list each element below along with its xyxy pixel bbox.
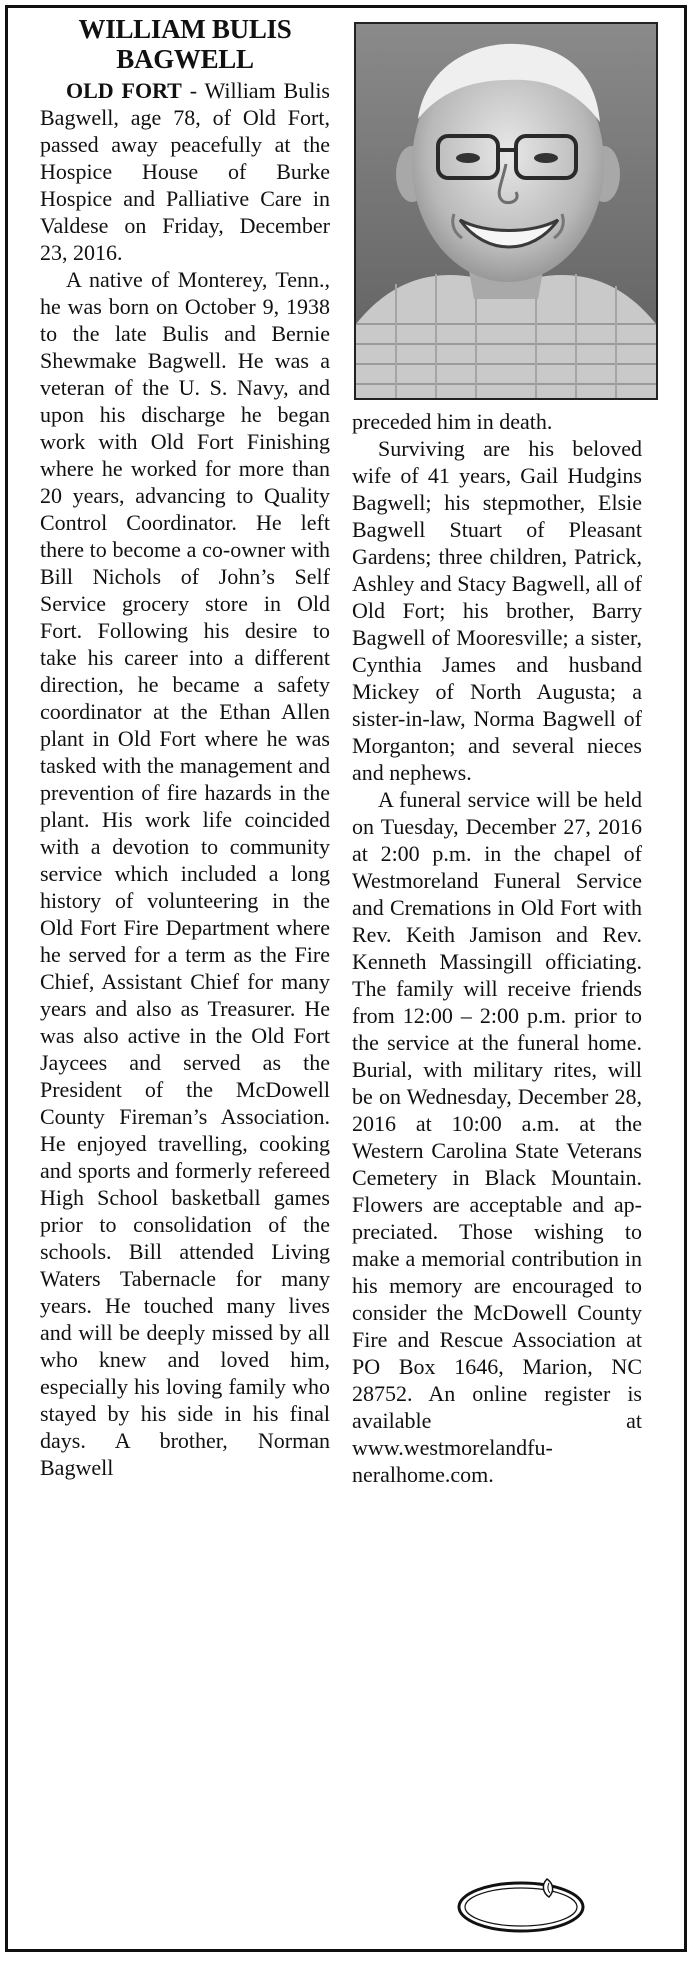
left-column [40,14,330,1481]
portrait-image [356,24,656,398]
right-column [352,408,642,1488]
obituary-title: WILLIAM BULIS BAGWELL [78,14,292,74]
service-paragraph: A funeral service will be held on Tuesday, December 27, 2016 at 2:00 p.m. in the chapel of Westmoreland Funeral Service and Cremations in Old Fort with Rev. Keith Jamison and Rev. Kenneth Massingill officiating. The family will receive friends from 12:00 – 2:00 p.m. prior to the service at the funeral home. Burial, with military rites, will be on Wednesday, December 28, 2016 at 10:00 a.m. at the Western Carolina State Veterans Cemetery in Black Mountain. Flowers are acceptable and appreciated. Those wishing to make a memorial contribution in his memory are encouraged to consider the McDowell County Fire and Rescue Association at PO Box 1646, Marion, NC 28752. An online register is available at www.westmorelandfuneralhome.com. [352,787,642,1487]
portrait-photo [354,22,658,400]
biography-continuation: preceded him in death. [352,409,553,434]
lead-text: - William Bulis Bagwell, age 78, of Old Fort, passed away peacefully at the Hospice House of Burke Hospice and Palliative Care in Valdese on Friday, December 23, 2016. [40,78,330,265]
westmoreland-logo [455,1873,587,1935]
survivors-paragraph: Surviving are his beloved wife of 41 years, Gail Hudgins Bagwell; his stepmother, Elsie Bagwell Stuart of Pleasant Gardens; three children, Patrick, Ashley and Stacy Bagwell, all of Old Fort; his brother, Barry Bagwell of Mooresville; a sister, Cynthia James and husband Mickey of North Augusta; a sister-in-law, Norma Bagwell of Morganton; and several nieces and nephews. [352,436,642,785]
biography-paragraph: A native of Monterey, Tenn., he was born on October 9, 1938 to the late Bulis and Bernie Shewmake Bagwell. He was a veteran of the U. S. Navy, and upon his discharge he began work with Old Fort Finishing where he worked for more than 20 years, advancing to Quality Control Coordinator. He left there to become a co-owner with Bill Nichols of John’s Self Service grocery store in Old Fort. Following his desire to take his career into a different direction, he became a safety coordinator at the Ethan Allen plant in Old Fort where he was tasked with the management and prevention of fire hazards in the plant. His work life coincided with a devotion to community service which included a long history of volunteering in the Old Fort Fire Department where he served for a term as the Fire Chief, Assistant Chief for many years and also as Treasurer. He was also active in the Old Fort Jaycees and served as the President of the McDowell County Fireman’s Association. He enjoyed travelling, cooking and sports and formerly refereed High School basketball games prior to consolidation of the schools. Bill attended Living Waters Tabernacle for many years. He touched many lives and will be deeply missed by all who knew and loved him, especially his loving family who stayed by his side in his final days. A brother, Norman Bagwell [40,267,330,1480]
dateline: OLD FORT [66,78,182,103]
lead-paragraph [40,77,330,266]
